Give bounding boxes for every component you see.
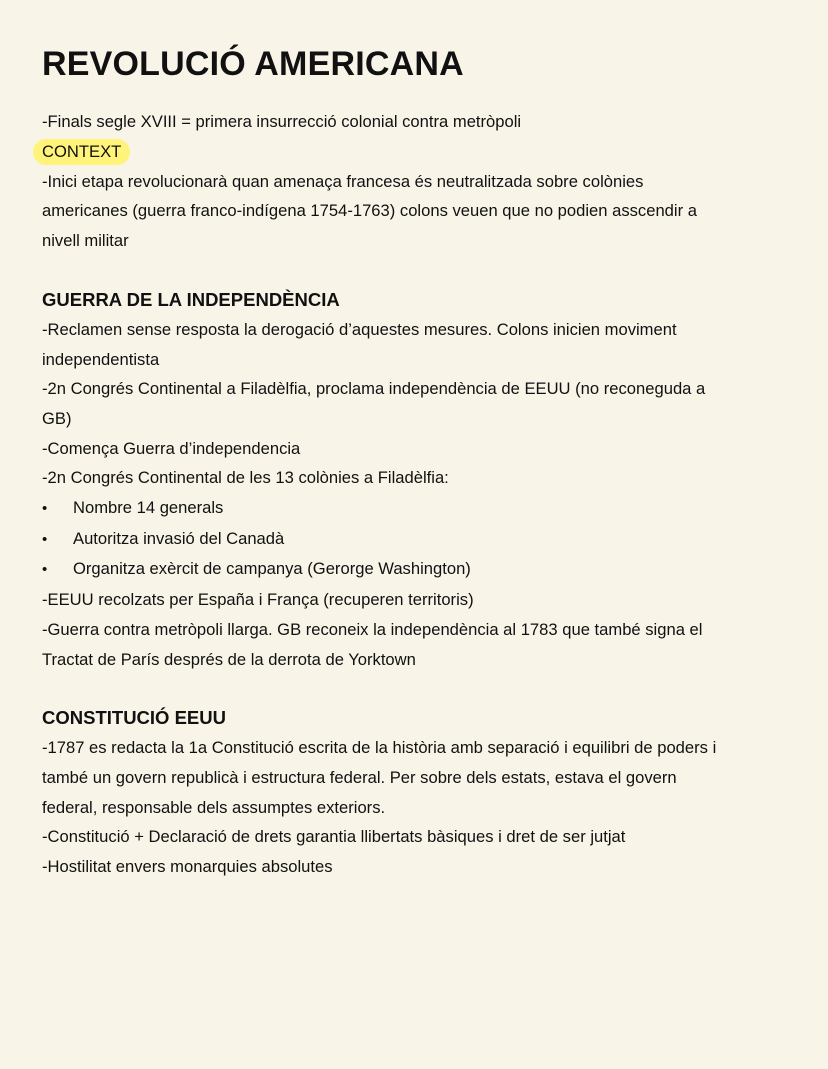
context-paragraph	[42, 167, 788, 256]
context-line: -Inici etapa revolucionarà quan amenaça francesa és neutralitzada sobre colònies	[42, 171, 644, 191]
constitution-line: -1787 es redacta la 1a Constitució escrita de la història amb separació i equilibri de poders i	[42, 738, 717, 758]
constitution-line: federal, responsable dels assumptes exteriors.	[42, 797, 386, 817]
bullet-text: Autoritza invasió del Canadà	[73, 528, 285, 548]
bullet-item	[42, 524, 788, 555]
independence-line: -Comença Guerra d’independencia	[42, 438, 301, 458]
context-line: nivell militar	[42, 231, 129, 251]
independence-line: independentista	[42, 349, 160, 369]
independence-line: -2n Congrés Continental a Filadèlfia, proclama independència de EEUU (no reconeguda a	[42, 379, 706, 399]
bullet-item	[42, 554, 788, 585]
independence-paragraph	[42, 315, 788, 674]
bullet-icon: •	[42, 500, 48, 518]
independence-line: -Reclamen sense resposta la derogació d’aquestes mesures. Colons inicien moviment	[42, 319, 677, 339]
independence-line: -2n Congrés Continental de les 13 colònies a Filadèlfia:	[42, 468, 449, 488]
context-highlight: CONTEXT	[33, 139, 130, 165]
independence-line: GB)	[42, 408, 72, 428]
bullet-icon: •	[42, 530, 48, 548]
bullet-icon: •	[42, 561, 48, 579]
section-heading-independence: GUERRA DE LA INDEPENDÈNCIA	[42, 288, 340, 310]
context-line: americanes (guerra franco-indígena 1754-1763) colons veuen que no podien asscendir a	[42, 201, 697, 221]
document-body	[42, 107, 788, 882]
document-title: REVOLUCIÓ AMERICANA	[42, 45, 464, 83]
bullet-text: Organitza exèrcit de campanya (Gerorge Washington)	[73, 559, 471, 579]
constitution-line: també un govern republicà i estructura federal. Per sobre dels estats, estava el govern	[42, 767, 677, 787]
intro-line: -Finals segle XVIII = primera insurrecció colonial contra metròpoli	[42, 112, 522, 131]
bullet-text: Nombre 14 generals	[73, 498, 224, 518]
bullet-item	[42, 493, 788, 524]
independence-line: Tractat de París després de la derrota de Yorktown	[42, 649, 416, 669]
constitution-line: -Constitució + Declaració de drets garantia llibertats bàsiques i dret de ser jutjat	[42, 827, 626, 847]
constitution-paragraph	[42, 733, 788, 882]
independence-line: -EEUU recolzats per España i França (recuperen territoris)	[42, 590, 474, 610]
independence-line: -Guerra contra metròpoli llarga. GB reconeix la independència al 1783 que també signa el	[42, 619, 703, 639]
section-heading-constitution: CONSTITUCIÓ EEUU	[42, 707, 226, 729]
constitution-line: -Hostilitat envers monarquies absolutes	[42, 857, 333, 877]
